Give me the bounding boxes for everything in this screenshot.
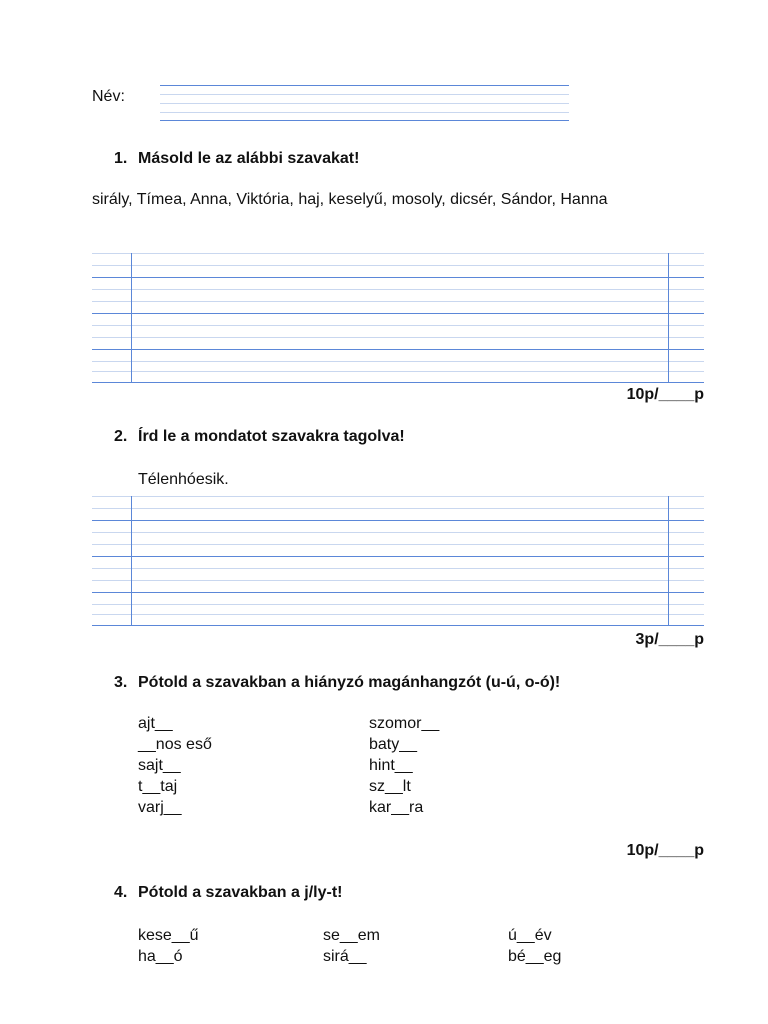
margin-line [668,253,669,383]
task-3-word-8: hint__ [369,757,413,774]
grid-line [92,520,704,521]
grid-line [92,614,704,615]
grid-line [92,580,704,581]
grid-line [92,253,704,254]
grid-line [92,349,704,350]
task-3-word-6: szomor__ [369,715,440,732]
task-4-word-2: ha__ó [138,948,183,965]
task-3-word-9: sz__lt [369,778,411,795]
task-4-number: 4. [114,884,128,901]
task-3-word-7: baty__ [369,736,418,753]
grid-line [92,556,704,557]
grid-line [92,265,704,266]
name-label: Név: [92,88,125,105]
grid-line [92,277,704,278]
task-4-word-1: kese__ű [138,927,199,944]
task-3-word-10: kar__ra [369,799,424,816]
task-1-title: Másold le az alábbi szavakat! [138,150,360,167]
task-4-word-3: se__em [323,927,380,944]
task-4-title: Pótold a szavakban a j/ly-t! [138,884,343,901]
task-1-number: 1. [114,150,128,167]
grid-line [92,371,704,372]
margin-line [668,496,669,626]
grid-line [92,604,704,605]
task-1-word-list: sirály, Tímea, Anna, Viktória, haj, keselyű, mosoly, dicsér, Sándor, Hanna [92,191,608,208]
grid-line [92,532,704,533]
grid-line [92,325,704,326]
task-3-word-1: ajt__ [138,715,173,732]
grid-line [92,496,704,497]
task-3-word-4: t__taj [138,778,178,795]
task-2-sentence: Télenhóesik. [138,471,229,488]
grid-line [92,592,704,593]
task-3-word-3: sajt__ [138,757,181,774]
grid-line [92,361,704,362]
task-3-score: 10p/____p [626,842,704,859]
margin-line [131,496,132,626]
task-1-score: 10p/____p [626,386,704,403]
task-3-title: Pótold a szavakban a hiányzó magánhangzót (u-ú, o-ó)! [138,674,561,691]
grid-line [92,508,704,509]
task-1-writing-grid[interactable] [92,253,704,383]
task-3-word-2: __nos eső [138,736,212,753]
grid-line [92,625,704,626]
task-4-word-6: bé__eg [508,948,562,965]
grid-line [92,289,704,290]
task-2-score: 3p/____p [635,631,704,648]
grid-line [92,337,704,338]
task-2-title: Írd le a mondatot szavakra tagolva! [138,428,405,445]
task-4-word-5: ú__év [508,927,552,944]
margin-line [131,253,132,383]
task-2-number: 2. [114,428,128,445]
grid-line [92,301,704,302]
task-3-number: 3. [114,674,128,691]
name-writing-lines[interactable] [160,85,569,121]
grid-line [92,313,704,314]
task-4-word-4: sirá__ [323,948,367,965]
grid-line [92,382,704,383]
task-3-word-5: varj__ [138,799,182,816]
grid-line [92,544,704,545]
task-2-writing-grid[interactable] [92,496,704,626]
grid-line [92,568,704,569]
